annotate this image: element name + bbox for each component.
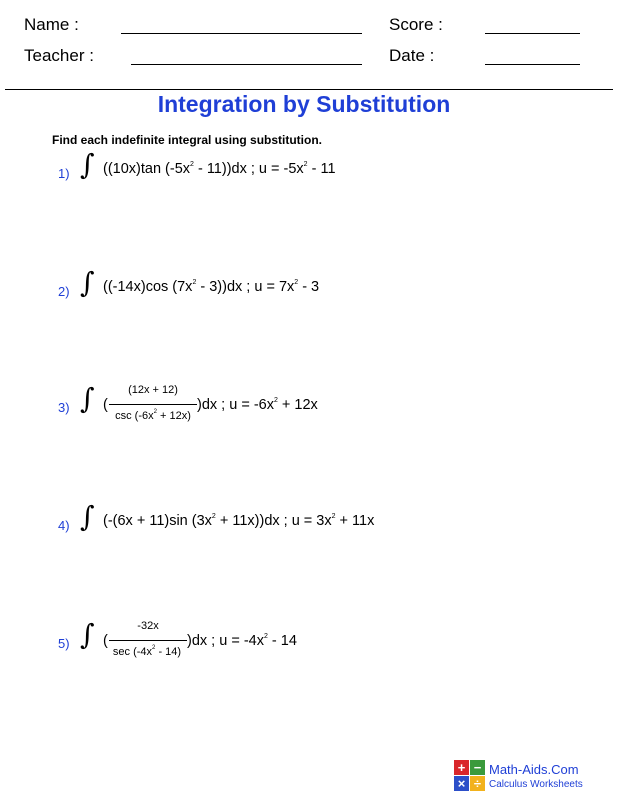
problem-number: 4) [58, 518, 70, 533]
date-line[interactable] [485, 64, 580, 65]
teacher-label: Teacher : [24, 46, 94, 65]
score-line[interactable] [485, 33, 580, 34]
problem-number: 1) [58, 166, 70, 181]
fraction-expression [103, 620, 343, 664]
instructions: Find each indefinite integral using substitution. [52, 133, 323, 147]
date-label: Date : [389, 46, 435, 65]
brand-name: Math-Aids.Com [489, 762, 579, 777]
problem-substitution: )dx ; $u = -4x^2 - 14$ [187, 633, 297, 649]
name-line[interactable] [121, 33, 362, 34]
integral-sign: ∫ [80, 266, 95, 299]
minus-icon: − [470, 760, 485, 775]
worksheet-title: Integration by Substitution [157, 91, 451, 117]
fraction-denominator: $\sec (-4x^2 - 14)$ [112, 645, 182, 658]
integral-sign: ∫ [80, 500, 95, 533]
open-paren: ( [103, 633, 108, 649]
integral-sign: ∫ [80, 618, 95, 651]
fraction-bar [109, 404, 197, 405]
fraction-bar [109, 640, 187, 641]
score-label: Score : [389, 15, 443, 34]
open-paren: ( [103, 397, 108, 413]
integral-sign: ∫ [80, 382, 95, 415]
divide-icon: ÷ [470, 776, 485, 791]
integral-sign: ∫ [80, 148, 95, 181]
problem-number: 2) [58, 284, 70, 299]
brand-subtitle: Calculus Worksheets [489, 779, 583, 790]
problem-expression: ((10x)tan $(-5x^2 - 11))dx$ ; $u = -5x^2 - 11$ [103, 161, 336, 177]
problem-number: 5) [58, 636, 70, 651]
math-aids-logo [454, 760, 486, 792]
fraction-numerator: -32x [137, 620, 159, 632]
problem-expression: ((-14x)cos $(7x^2 - 3))dx$ ; $u = 7x^2 - 3$ [103, 279, 320, 295]
fraction-expression [103, 384, 363, 428]
plus-icon: + [454, 760, 469, 775]
problem-substitution: )dx ; $u = -6x^2 + 12x$ [197, 397, 318, 413]
problem-number: 3) [58, 400, 70, 415]
times-icon: × [454, 776, 469, 791]
header-divider [5, 89, 613, 90]
teacher-line[interactable] [131, 64, 362, 65]
name-label: Name : [24, 15, 79, 34]
fraction-denominator: $\csc (-6x^2 + 12x)$ [115, 409, 191, 422]
fraction-numerator: (12x + 12) [128, 384, 178, 396]
problem-expression: (-(6x + 11)sin $(3x^2 + 11x))dx$ ; $u = 3x^2 + 11x$ [103, 513, 375, 529]
